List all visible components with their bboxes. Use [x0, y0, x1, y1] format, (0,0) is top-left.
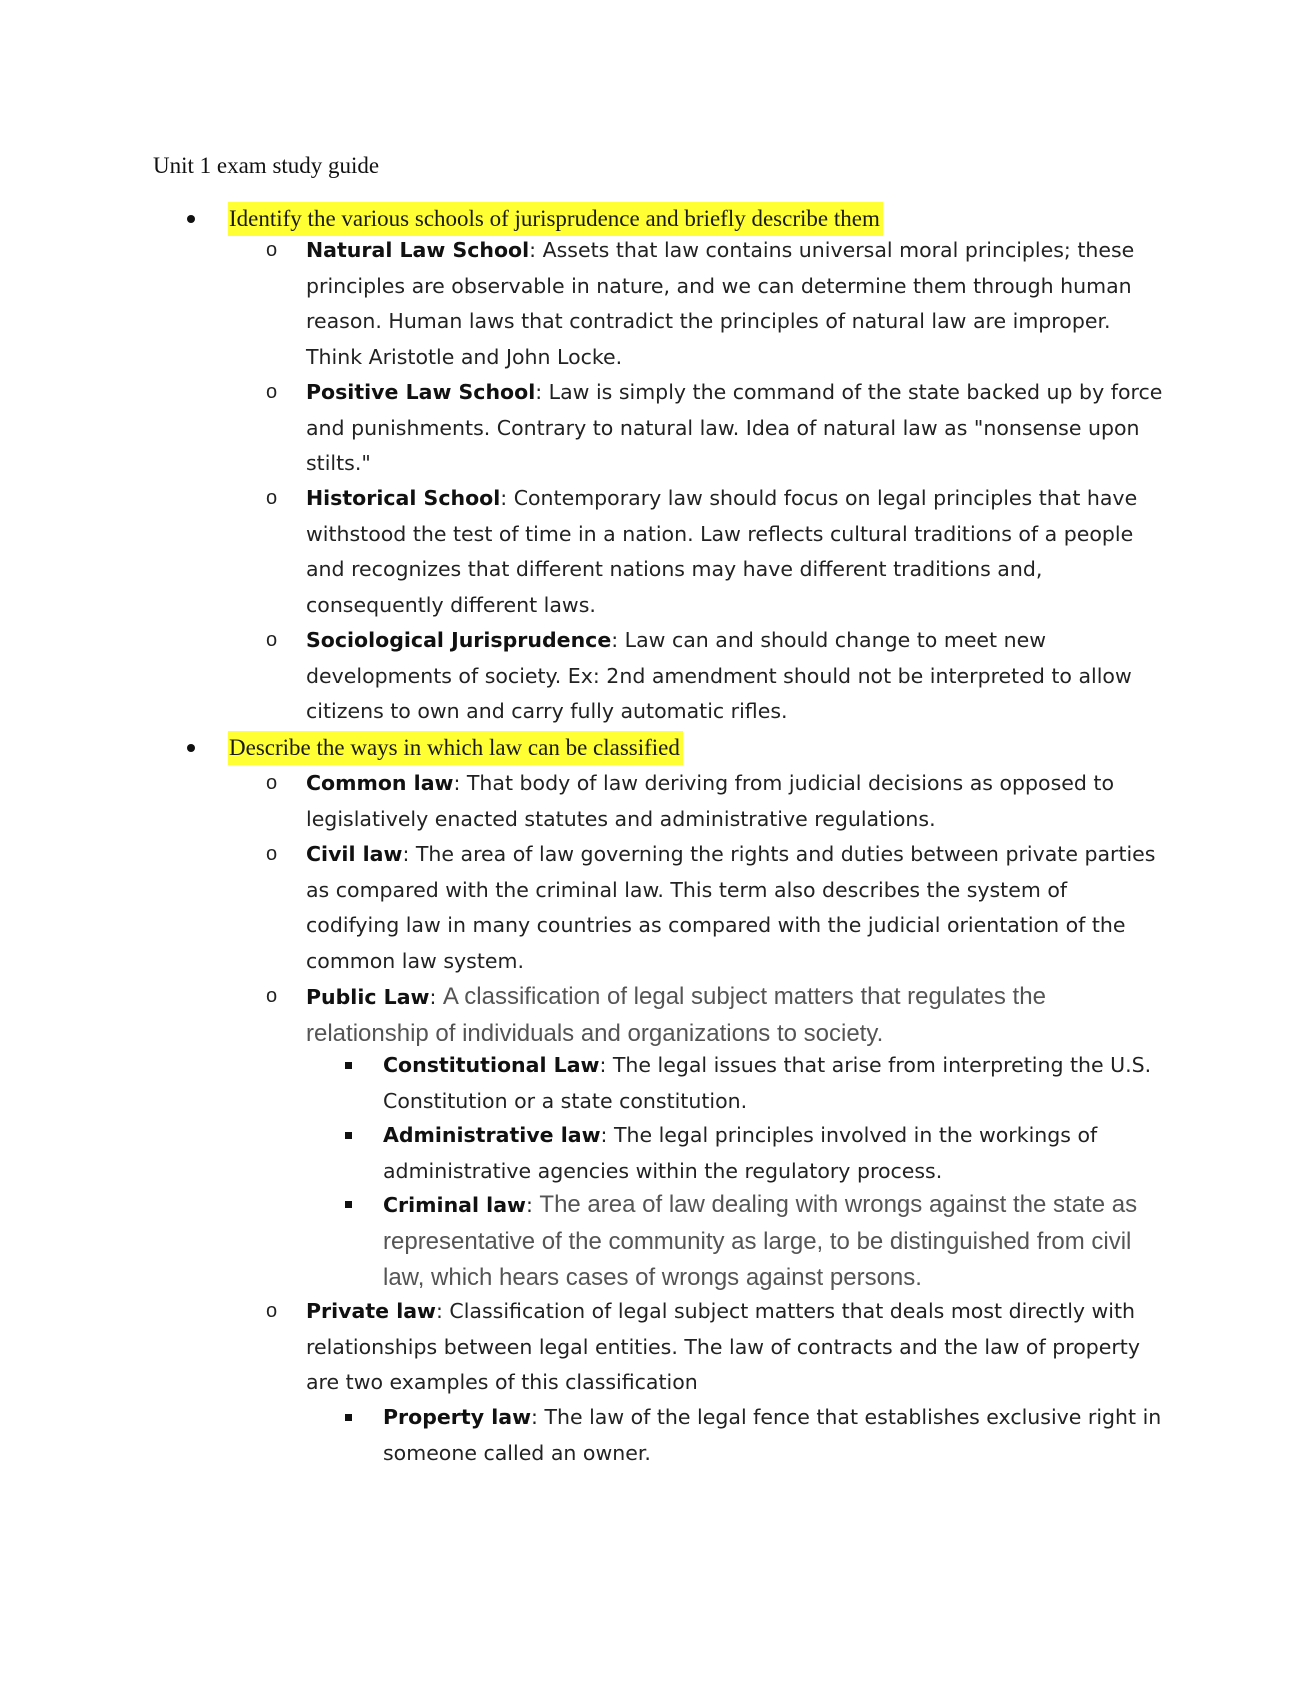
document-title: Unit 1 exam study guide [153, 153, 380, 178]
square-bullet-icon [345, 1062, 352, 1069]
circle-bullet-icon: o [266, 1300, 278, 1322]
term-description: The area of law dealing with wrongs against the state as representative of the community as large, to be distinguished from civil law, which hears cases of wrongs against persons. [383, 1191, 1138, 1291]
section-heading-text: Identify the various schools of jurisprudence and briefly describe them [228, 202, 883, 236]
square-bullet-icon [345, 1132, 352, 1139]
term-description: : The law of the legal fence that establishes exclusive right in someone called an owner. [383, 1405, 1162, 1465]
term-description: : Law is simply the command of the state backed up by force and punishments. Contrary to natural law. Idea of natural law as "nonsense upon stilts." [306, 380, 1163, 475]
term-label: Common law [306, 771, 454, 795]
term-description: : The area of law governing the rights and duties between private parties as compared with the criminal law. This term also describes the system of codifying law in many countries as compared with the judicial orientation of the common law system. [306, 842, 1156, 973]
bullet-icon [187, 744, 195, 752]
circle-bullet-icon: o [266, 843, 278, 865]
term-label: Public Law [306, 985, 430, 1009]
term-label: Constitutional Law [383, 1053, 600, 1077]
term-description: : That body of law deriving from judicial decisions as opposed to legislatively enacted statutes and administrative regulations. [306, 771, 1114, 831]
circle-bullet-icon: o [266, 772, 278, 794]
term-description: : Contemporary law should focus on legal principles that have withstood the test of time in a nation. Law reflects cultural traditions of a people and recognizes that different nations may have different traditions and, consequently different laws. [306, 486, 1138, 617]
circle-bullet-icon: o [266, 239, 278, 261]
term-label: Civil law [306, 842, 403, 866]
term-description: : The legal principles involved in the workings of administrative agencies within the regulatory process. [383, 1123, 1098, 1183]
circle-bullet-icon: o [266, 629, 278, 651]
term-label: Criminal law [383, 1193, 526, 1217]
term-description: : Assets that law contains universal moral principles; these principles are observable in nature, and we can determine them through human reason. Human laws that contradict the principles of natural law are improper. Think Aristotle and John Locke. [306, 238, 1135, 369]
circle-bullet-icon: o [266, 985, 278, 1007]
term-separator: : [525, 1193, 540, 1217]
term-label: Private law [306, 1299, 436, 1323]
circle-bullet-icon: o [266, 487, 278, 509]
term-label: Natural Law School [306, 238, 530, 262]
term-label: Positive Law School [306, 380, 536, 404]
square-bullet-icon [345, 1201, 352, 1208]
term-label: Property law [383, 1405, 532, 1429]
section-heading-text: Describe the ways in which law can be classified [228, 731, 683, 765]
circle-bullet-icon: o [266, 381, 278, 403]
term-separator: : [429, 985, 443, 1009]
term-label: Administrative law [383, 1123, 601, 1147]
bullet-icon [187, 215, 195, 223]
term-label: Sociological Jurisprudence [306, 628, 612, 652]
term-label: Historical School [306, 486, 501, 510]
square-bullet-icon [345, 1414, 352, 1421]
term-description: : Classification of legal subject matters that deals most directly with relationships between legal entities. The law of contracts and the law of property are two examples of this classification [306, 1299, 1140, 1394]
term-description: : The legal issues that arise from interpreting the U.S. Constitution or a state constitution. [383, 1053, 1152, 1113]
term-description: A classification of legal subject matters that regulates the relationship of individuals and organizations to society. [306, 983, 1046, 1047]
term-description: : Law can and should change to meet new developments of society. Ex: 2nd amendment should not be interpreted to allow citizens to own and carry fully automatic rifles. [306, 628, 1132, 723]
